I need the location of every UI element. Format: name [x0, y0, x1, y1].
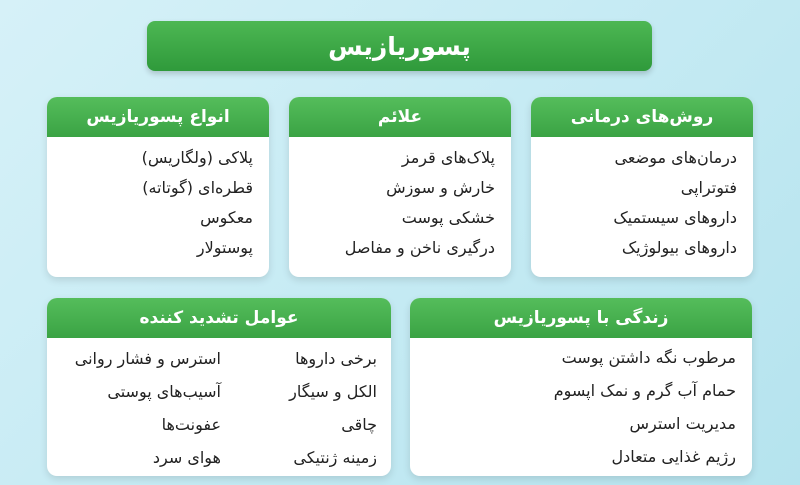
- triggers-col-left: [61, 342, 221, 474]
- types-header: انواع پسوریازیس: [47, 97, 269, 137]
- list-item: مرطوب نگه داشتن پوست: [561, 348, 736, 367]
- treatments-header: روش‌های درمانی: [531, 97, 753, 137]
- triggers-card: [47, 298, 391, 476]
- list-item: داروهای بیولوژیک: [621, 238, 737, 257]
- list-item: رژیم غذایی متعادل: [611, 447, 736, 466]
- list-item: آسیب‌های پوستی: [107, 382, 221, 401]
- symptoms-card: [289, 97, 511, 277]
- list-item: خشکی پوست: [401, 208, 495, 227]
- list-item: داروهای سیستمیک: [613, 208, 737, 227]
- triggers-columns: [47, 338, 391, 474]
- treatments-list: [531, 137, 753, 263]
- types-list: [47, 137, 269, 263]
- living-list: [410, 338, 752, 473]
- list-item: برخی داروها: [295, 349, 377, 368]
- list-item: قطره‌ای (گوتاته): [142, 178, 253, 197]
- list-item: الکل و سیگار: [289, 382, 377, 401]
- living-card: [410, 298, 752, 476]
- list-item: استرس و فشار روانی: [74, 349, 221, 368]
- list-item: حمام آب گرم و نمک اپسوم: [553, 381, 736, 400]
- list-item: پلاک‌های قرمز: [401, 148, 495, 167]
- triggers-header: عوامل تشدید کننده: [47, 298, 391, 338]
- treatments-card: [531, 97, 753, 277]
- list-item: هوای سرد: [152, 448, 221, 467]
- list-item: درگیری ناخن و مفاصل: [344, 238, 495, 257]
- symptoms-header: علائم: [289, 97, 511, 137]
- list-item: فتوتراپی: [680, 178, 737, 197]
- list-item: خارش و سوزش: [386, 178, 495, 197]
- list-item: عفونت‌ها: [161, 415, 221, 434]
- types-card: [47, 97, 269, 277]
- list-item: پلاکی (ولگاریس): [141, 148, 253, 167]
- list-item: چاقی: [341, 415, 377, 434]
- living-header: زندگی با پسوریازیس: [410, 298, 752, 338]
- list-item: درمان‌های موضعی: [614, 148, 737, 167]
- symptoms-list: [289, 137, 511, 263]
- list-item: زمینه ژنتیکی: [293, 448, 377, 467]
- list-item: پوستولار: [196, 238, 253, 257]
- triggers-col-right: [221, 342, 391, 474]
- list-item: معکوس: [200, 208, 253, 227]
- list-item: مدیریت استرس: [629, 414, 736, 433]
- diagram-title: پسوریازیس: [147, 21, 652, 71]
